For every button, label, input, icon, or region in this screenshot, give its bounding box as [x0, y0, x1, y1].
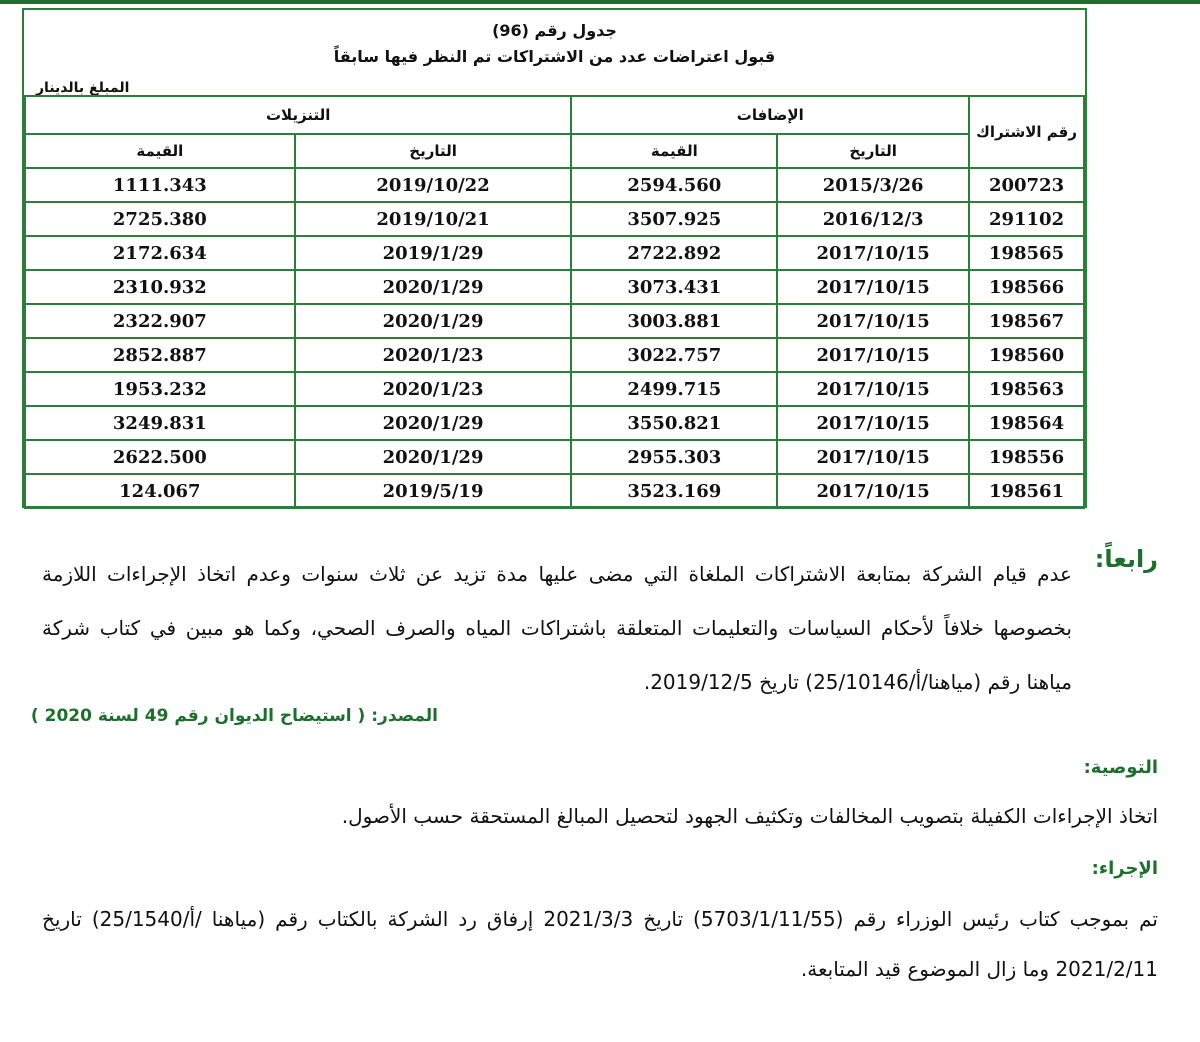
cell-red-date: 2020/1/29 [295, 270, 572, 304]
table-row [25, 440, 1084, 474]
cell-add-date: 2015/3/26 [777, 168, 969, 202]
cell-add-value: 3507.925 [571, 202, 777, 236]
recommendation-paragraph: اتخاذ الإجراءات الكفيلة بتصويب المخالفات وتكثيف الجهود لتحصيل المبالغ المستحقة حسب الأصول. [341, 804, 1158, 828]
source-note: المصدر: ( استيضاح الديوان رقم 49 لسنة 2020 ) [30, 706, 438, 726]
table-title: جدول رقم (96) [492, 21, 617, 40]
cell-add-date: 2017/10/15 [777, 474, 969, 508]
cell-red-date: 2019/10/21 [295, 202, 572, 236]
cell-subscription: 198563 [969, 372, 1084, 406]
fourth-paragraph: عدم قيام الشركة بمتابعة الاشتراكات الملغاة التي مضى عليها مدة تزيد عن ثلاث سنوات وعدم اتخاذ الإجراءات اللازمة بخصوصها خلافاً لأحكام السياسات والتعليمات المتعلقة باشتراكات المياه والصرف الصحي، وكما هو مبين في كتاب شركة مياهنا رقم (مياهنا/أ/25/10146) تاريخ 2019/12/5. [42, 562, 1072, 694]
cell-red-date: 2020/1/29 [295, 440, 572, 474]
cell-add-value: 3073.431 [571, 270, 777, 304]
cell-red-value: 2172.634 [25, 236, 295, 270]
action-label: الإجراء: [1091, 858, 1158, 879]
cell-add-value: 2955.303 [571, 440, 777, 474]
header-add-value: القيمة [571, 134, 777, 168]
cell-subscription: 198556 [969, 440, 1084, 474]
cell-red-value: 2622.500 [25, 440, 295, 474]
cell-add-date: 2017/10/15 [777, 440, 969, 474]
table-row [25, 474, 1084, 508]
cell-add-date: 2017/10/15 [777, 338, 969, 372]
cell-red-value: 2725.380 [25, 202, 295, 236]
cell-red-date: 2020/1/29 [295, 406, 572, 440]
header-row-sub [25, 134, 1084, 168]
header-row-groups [25, 96, 1084, 134]
cell-add-value: 2594.560 [571, 168, 777, 202]
cell-add-value: 3550.821 [571, 406, 777, 440]
cell-red-value: 3249.831 [25, 406, 295, 440]
cell-subscription: 198565 [969, 236, 1084, 270]
table-row [25, 168, 1084, 202]
header-subscription: رقم الاشتراك [969, 96, 1084, 168]
header-additions: الإضافات [571, 96, 969, 134]
table-subtitle: قبول اعتراضات عدد من الاشتراكات تم النظر فيها سابقاً [333, 47, 776, 66]
cell-subscription: 200723 [969, 168, 1084, 202]
cell-red-date: 2020/1/23 [295, 372, 572, 406]
fourth-label: رابعاً: [1094, 545, 1158, 573]
table-row [25, 338, 1084, 372]
cell-subscription: 198560 [969, 338, 1084, 372]
cell-add-date: 2017/10/15 [777, 270, 969, 304]
recommendation-label: التوصية: [1083, 757, 1158, 778]
cell-add-date: 2017/10/15 [777, 236, 969, 270]
cell-red-date: 2020/1/23 [295, 338, 572, 372]
cell-subscription: 291102 [969, 202, 1084, 236]
cell-add-date: 2016/12/3 [777, 202, 969, 236]
action-paragraph: تم بموجب كتاب رئيس الوزراء رقم (5703/1/11/55) تاريخ 2021/3/3 إرفاق رد الشركة بالكتاب رقم (مياهنا /أ/25/1540) تاريخ 2021/2/11 وما زال الموضوع قيد المتابعة. [42, 907, 1158, 981]
cell-red-value: 1111.343 [25, 168, 295, 202]
cell-add-date: 2017/10/15 [777, 372, 969, 406]
table-row [25, 202, 1084, 236]
cell-add-value: 2722.892 [571, 236, 777, 270]
cell-subscription: 198566 [969, 270, 1084, 304]
cell-add-value: 3022.757 [571, 338, 777, 372]
cell-red-value: 1953.232 [25, 372, 295, 406]
cell-red-date: 2020/1/29 [295, 304, 572, 338]
table-row [25, 372, 1084, 406]
top-border-line [0, 0, 1200, 4]
header-add-date: التاريخ [777, 134, 969, 168]
table-row [25, 406, 1084, 440]
cell-add-date: 2017/10/15 [777, 406, 969, 440]
cell-add-value: 2499.715 [571, 372, 777, 406]
cell-red-date: 2019/10/22 [295, 168, 572, 202]
table-caption [24, 18, 1085, 70]
cell-add-value: 3003.881 [571, 304, 777, 338]
cell-red-value: 2322.907 [25, 304, 295, 338]
table-row [25, 270, 1084, 304]
cell-red-value: 124.067 [25, 474, 295, 508]
data-table [24, 95, 1085, 509]
cell-subscription: 198564 [969, 406, 1084, 440]
cell-add-date: 2017/10/15 [777, 304, 969, 338]
cell-subscription: 198567 [969, 304, 1084, 338]
cell-red-date: 2019/1/29 [295, 236, 572, 270]
cell-subscription: 198561 [969, 474, 1084, 508]
header-red-date: التاريخ [295, 134, 572, 168]
cell-add-value: 3523.169 [571, 474, 777, 508]
cell-red-value: 2852.887 [25, 338, 295, 372]
table-frame [22, 8, 1087, 508]
currency-note: المبلغ بالدينار [36, 80, 130, 96]
table-row [25, 236, 1084, 270]
table-row [25, 304, 1084, 338]
cell-red-value: 2310.932 [25, 270, 295, 304]
cell-red-date: 2019/5/19 [295, 474, 572, 508]
header-red-value: القيمة [25, 134, 295, 168]
header-deductions: التنزيلات [25, 96, 571, 134]
